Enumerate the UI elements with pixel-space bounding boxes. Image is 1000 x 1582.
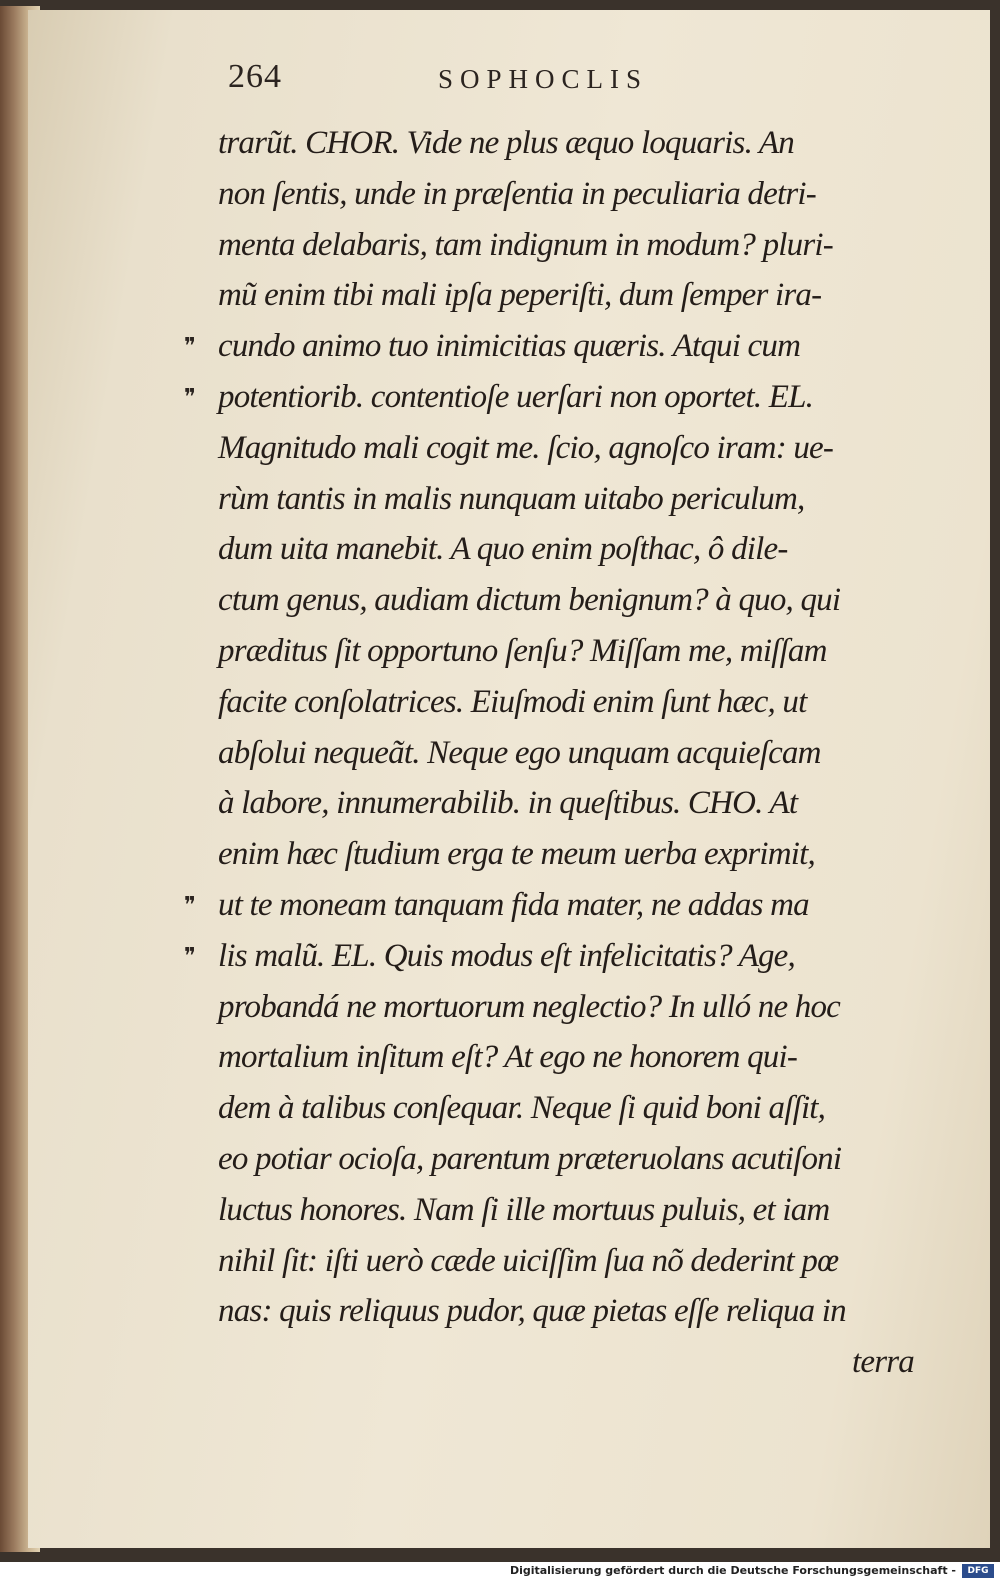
text-line [218, 220, 918, 271]
text-line [218, 1083, 918, 1134]
text-line [218, 1337, 918, 1388]
body-text [184, 118, 918, 1388]
gnomic-quote-marker: ❞ [184, 383, 196, 409]
running-title: SOPHOCLIS [438, 64, 649, 94]
text-line [218, 1236, 918, 1287]
text-line-content: nas: quis reliquus pudor, quæ pietas eſſe reliqua in [218, 1293, 846, 1330]
text-line [184, 880, 918, 931]
text-line [218, 677, 918, 728]
text-line-content: menta delabaris, tam indignum in modum? pluri- [218, 226, 833, 263]
funding-credit: Digitalisierung gefördert durch die Deutsche Forschungsgemeinschaft - [509, 1564, 956, 1577]
text-line-content: mortalium inſitum eſt? At ego ne honorem qui- [218, 1039, 798, 1076]
text-line-content: nihil ſit: iſti uerò cæde uiciſſim ſua nõ dederint pœ [218, 1242, 839, 1279]
text-line [218, 423, 918, 474]
text-line [184, 931, 918, 982]
footer-strip [0, 1562, 1000, 1582]
text-line [218, 575, 918, 626]
text-line-content: eo potiar ocioſa, parentum præteruolans acutiſoni [218, 1140, 842, 1177]
text-line [218, 1185, 918, 1236]
text-line-content: præditus ſit opportuno ſenſu? Miſſam me, miſſam [218, 632, 827, 669]
text-line-content: dum uita manebit. A quo enim poſthac, ô dile- [218, 531, 788, 568]
text-line [218, 524, 918, 575]
text-line-content: potentiorib. contentioſe uerſari non oportet. EL. [218, 378, 814, 415]
text-line [218, 1134, 918, 1185]
text-line-content: Magnitudo mali cogit me. ſcio, agnoſco iram: ue- [218, 429, 834, 466]
dfg-logo: DFG [962, 1564, 994, 1578]
text-line [218, 118, 918, 169]
text-line [184, 372, 918, 423]
text-line [218, 728, 918, 779]
text-line-content: cundo animo tuo inimicitias quæris. Atqui cum [218, 328, 801, 365]
text-line-content: luctus honores. Nam ſi ille mortuus puluis, et iam [218, 1191, 830, 1228]
text-line [218, 1286, 918, 1337]
text-line [218, 626, 918, 677]
text-line [218, 270, 918, 321]
text-line-content: ut te moneam tanquam fida mater, ne addas ma [218, 886, 809, 923]
text-line-content: ctum genus, audiam dictum benignum? à quo, qui [218, 582, 841, 619]
text-line [218, 829, 918, 880]
text-line-content: lis malũ. EL. Quis modus eſt infelicitatis? Age, [218, 937, 795, 974]
text-line-content: non ſentis, unde in præſentia in peculiaria detri- [218, 175, 816, 212]
text-line-content: enim hæc ſtudium erga te meum uerba exprimit, [218, 836, 815, 873]
text-line [218, 169, 918, 220]
text-line-content: mũ enim tibi mali ipſa peperiſti, dum ſemper ira- [218, 277, 822, 314]
text-line-content: probandá ne mortuorum neglectio? In ulló ne hoc [218, 988, 840, 1025]
page-header [228, 58, 928, 118]
text-line [218, 474, 918, 525]
text-line [218, 1032, 918, 1083]
text-line [218, 982, 918, 1033]
gnomic-quote-marker: ❞ [184, 333, 196, 359]
gnomic-quote-marker: ❞ [184, 891, 196, 917]
text-line-content: rùm tantis in malis nunquam uitabo periculum, [218, 480, 805, 517]
text-line-content: abſolui nequeãt. Neque ego unquam acquieſcam [218, 734, 821, 771]
page-number: 264 [228, 58, 282, 95]
text-line-content: trarũt. CHOR. Vide ne plus æquo loquaris. An [218, 125, 794, 161]
text-line-content: à labore, innumerabilib. in queſtibus. CHO. At [218, 785, 798, 822]
gnomic-quote-marker: ❞ [184, 942, 196, 968]
text-line-content: dem à talibus conſequar. Neque ſi quid boni aſſit, [218, 1090, 826, 1127]
text-line-content: facite conſolatrices. Eiuſmodi enim ſunt hæc, ut [218, 683, 807, 720]
text-line [218, 778, 918, 829]
text-line [184, 321, 918, 372]
text-line-content: terra [851, 1344, 914, 1381]
